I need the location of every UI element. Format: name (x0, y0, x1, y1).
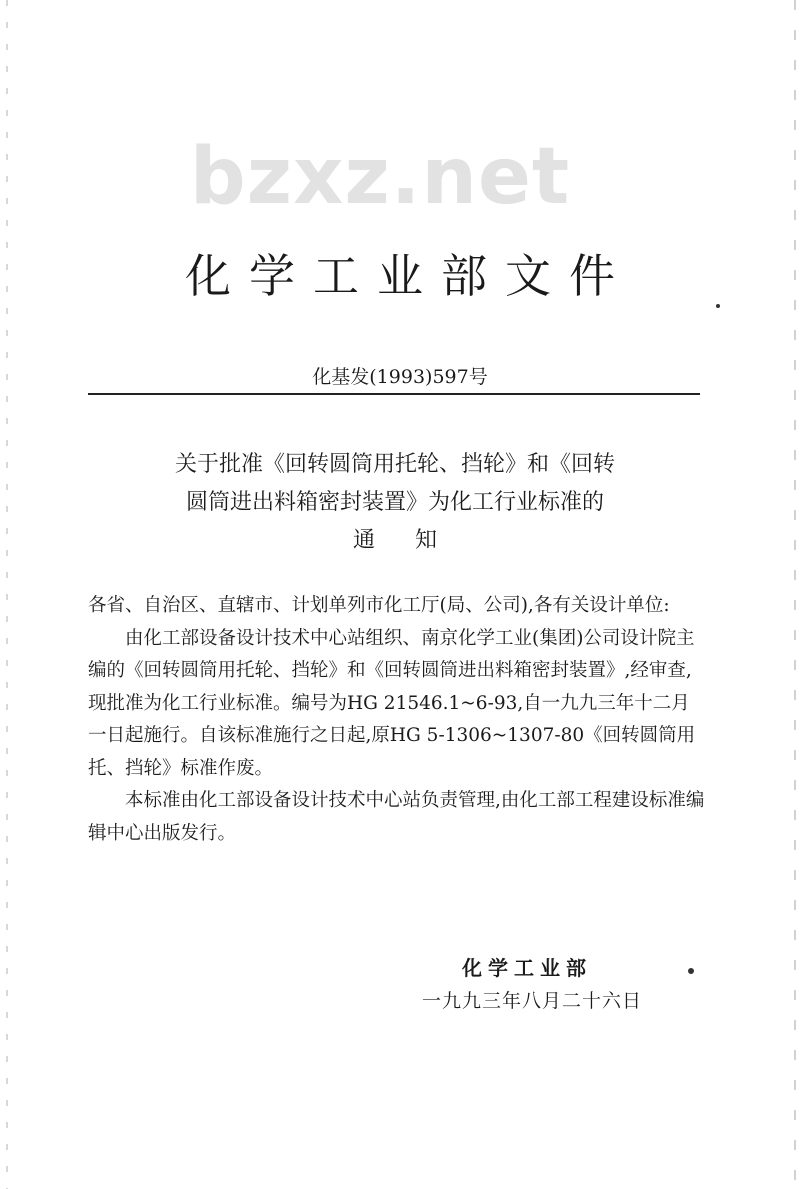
scan-speck (716, 304, 720, 308)
watermark: bzxz.net (189, 132, 571, 222)
addressee: 各省、自治区、直辖市、计划单列市化工厅(局、公司),各有关设计单位: (88, 595, 670, 616)
notice-body (88, 590, 708, 850)
header-rule (88, 393, 700, 395)
signature-organization: 化学工业部 (462, 956, 592, 980)
scan-edge-right (794, 0, 796, 1189)
document-title: 化学工业部文件 (185, 249, 633, 303)
scan-speck (688, 968, 694, 974)
notice-title (0, 446, 790, 560)
notice-title-line-2: 圆筒进出料箱密封装置》为化工行业标准的 (185, 490, 604, 515)
body-paragraph-1: 由化工部设备设计技术中心站组织、南京化学工业(集团)公司设计院主编的《回转圆筒用托轮、挡轮》和《回转圆筒进出料箱密封装置》,经审查,现批准为化工行业标准。编号为HG 21546.1~6-93,自一九九三年十二月一日起施行。自该标准施行之日起,原HG 5-1306~1307-80《回转圆筒用托、挡轮》标准作废。 (88, 627, 696, 779)
notice-title-line-1: 关于批准《回转圆筒用托轮、挡轮》和《回转 (174, 452, 615, 477)
signature-date: 一九九三年八月二十六日 (422, 990, 643, 1012)
body-paragraph-2: 本标准由化工部设备设计技术中心站负责管理,由化工部工程建设标准编辑中心出版发行。 (88, 790, 705, 844)
notice-title-line-3: 通知 (352, 528, 477, 553)
document-number: 化基发(1993)597号 (312, 366, 488, 388)
